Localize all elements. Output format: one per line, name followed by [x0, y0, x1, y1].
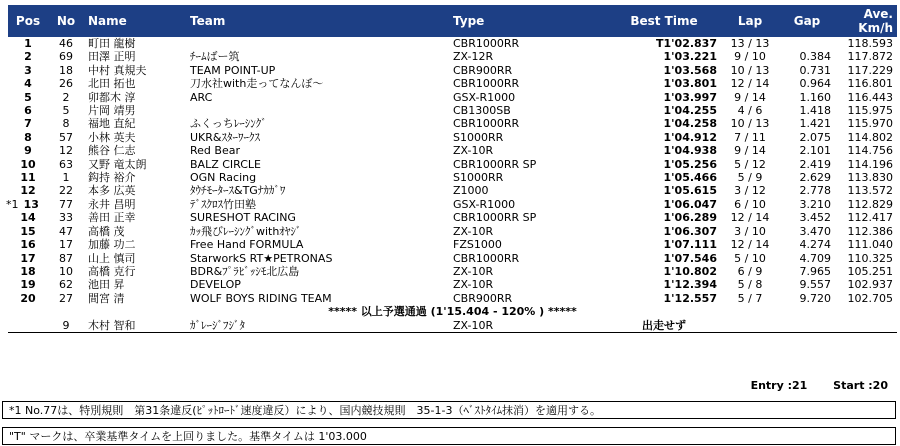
cell-best-time: 1'04.912 — [663, 130, 717, 144]
cell-best-time: 1'03.221 — [663, 50, 717, 64]
cell-lap: 10 / 13 — [730, 63, 770, 77]
cell-no: 27 — [59, 291, 73, 305]
qualification-separator-row — [8, 305, 897, 318]
cell-pos — [8, 225, 48, 238]
table-header — [8, 5, 897, 37]
qualification-separator: ***** 以上予選通過 (1'15.404 - 120% ) ***** — [328, 305, 577, 319]
table-row — [8, 292, 897, 305]
cell-name: 池田 昇 — [88, 278, 125, 292]
position-value: 13 — [23, 197, 39, 211]
cell-name: 又野 竜太朗 — [88, 157, 147, 171]
table-row — [8, 144, 897, 157]
results-table-box — [8, 5, 897, 333]
cell-name: 小林 英夫 — [88, 130, 136, 144]
table-row — [8, 278, 897, 291]
cell-no: 2 — [62, 90, 70, 104]
cell-team: ARC — [190, 90, 213, 104]
position-value: 14 — [20, 211, 36, 225]
cell-gap: 0.731 — [799, 63, 831, 77]
position-value: 8 — [24, 130, 32, 144]
cell-lap: 12 / 14 — [730, 211, 770, 225]
cell-gap: 3.452 — [799, 211, 831, 225]
position-value: 16 — [20, 238, 36, 252]
cell-team: ﾀｳﾁﾓｰﾀｰｽ&TGﾅｶｶﾞﾜ — [190, 184, 286, 198]
penalty-note: *1 No.77は、特別規則 第31条違反(ﾋﾟｯﾄﾛｰﾄﾞ速度違反）により、国内競技規則 35-1-3（ﾍﾞｽﾄﾀｲﾑ抹消）を適用する。 — [2, 401, 896, 419]
cell-team: DEVELOP — [190, 278, 241, 292]
cell-speed: 111.040 — [847, 238, 893, 252]
cell-pos — [8, 91, 48, 104]
position-value: 19 — [20, 278, 36, 292]
cell-team: TEAM POINT-UP — [190, 63, 276, 77]
cell-best-time: 1'10.802 — [663, 264, 717, 278]
cell-best-time: 1'07.546 — [663, 251, 717, 265]
cell-name: 高橋 茂 — [88, 224, 125, 238]
dns-row — [8, 319, 897, 332]
header-best-time: Best Time — [607, 5, 721, 37]
header-pos: Pos — [8, 5, 48, 37]
table-row — [8, 252, 897, 265]
cell-team: ｶｯ飛びﾚｰｼﾝｸﾞwithｵﾔｼﾞ — [190, 224, 302, 238]
cell-gap: 9.557 — [799, 278, 831, 292]
cell-pos — [8, 37, 48, 50]
table-body — [8, 37, 897, 332]
cell-gap: 2.778 — [799, 184, 831, 198]
cell-no: 87 — [59, 251, 73, 265]
results-table — [8, 5, 897, 332]
cell-no: 63 — [59, 157, 73, 171]
cell-gap: 0.964 — [799, 77, 831, 91]
cell-type: ZX-10R — [453, 224, 494, 238]
cell-no: 69 — [59, 50, 73, 64]
cell-best-time: 1'03.568 — [663, 63, 717, 77]
cell-speed: 112.417 — [847, 211, 893, 225]
cell-best-time: T1'02.837 — [656, 37, 717, 50]
cell-pos — [8, 158, 48, 171]
cell-type: CBR1000RR SP — [453, 157, 537, 171]
header-lap: Lap — [721, 5, 779, 37]
cell-no: 77 — [59, 197, 73, 211]
cell-name: 本多 広英 — [88, 184, 136, 198]
position-value: 6 — [24, 104, 32, 118]
position-value: 9 — [24, 144, 32, 158]
cell-lap: 13 / 13 — [730, 37, 770, 50]
cell-gap: 2.075 — [799, 130, 831, 144]
position-value: 5 — [24, 90, 32, 104]
cell-type: GSX-R1000 — [453, 197, 516, 211]
cell-gap — [779, 37, 835, 50]
cell-best-time: 1'05.615 — [663, 184, 717, 198]
cell-no: 17 — [59, 238, 73, 252]
cell-pos — [8, 50, 48, 63]
cell-team: UKR&ｽﾀｰﾜｰｸｽ — [190, 130, 260, 144]
table-row — [8, 64, 897, 77]
cell-type: ZX-10R — [453, 278, 494, 292]
cell-lap: 3 / 10 — [734, 224, 766, 238]
cell-pos — [8, 238, 48, 251]
header-speed: Ave. Km/h — [835, 5, 897, 37]
position-value: 17 — [20, 251, 36, 265]
table-row — [8, 50, 897, 63]
position-value: 20 — [20, 291, 36, 305]
cell-pos — [8, 104, 48, 117]
table-row — [8, 198, 897, 211]
table-row — [8, 117, 897, 130]
cell-type: ZX-10R — [453, 144, 494, 158]
cell-no: 9 — [62, 318, 70, 332]
cell-gap: 2.629 — [799, 171, 831, 185]
cell-gap: 3.470 — [799, 224, 831, 238]
cell-gap: 1.421 — [799, 117, 831, 131]
cell-best-time: 1'12.394 — [663, 278, 717, 292]
cell-speed: 113.830 — [847, 171, 893, 185]
cell-speed: 115.975 — [847, 104, 893, 118]
table-row — [8, 91, 897, 104]
table-row — [8, 238, 897, 251]
cell-gap: 3.210 — [799, 197, 831, 211]
cell-best-time: 出走せず — [642, 318, 686, 332]
cell-gap: 1.418 — [799, 104, 831, 118]
cell-speed: 118.593 — [847, 37, 893, 50]
cell-name: 善田 正幸 — [88, 211, 136, 225]
cell-no: 1 — [62, 171, 70, 185]
table-row — [8, 131, 897, 144]
cell-speed: 115.970 — [847, 117, 893, 131]
table-row — [8, 158, 897, 171]
cell-type: ZX-10R — [453, 264, 494, 278]
position-value: 3 — [24, 63, 32, 77]
cell-no: 33 — [59, 211, 73, 225]
cell-team: ﾃﾞｽｸﾛｽ竹田塾 — [190, 197, 256, 211]
results-table-container — [8, 5, 897, 334]
cell-best-time: 1'06.307 — [663, 224, 717, 238]
cell-speed — [835, 319, 897, 332]
cell-lap: 9 / 14 — [734, 144, 766, 158]
cell-pos — [8, 117, 48, 130]
cell-pos — [8, 252, 48, 265]
cell-type: S1000RR — [453, 130, 504, 144]
cell-lap: 5 / 8 — [737, 278, 763, 292]
cell-lap — [721, 319, 779, 332]
cell-pos — [8, 265, 48, 278]
cell-name: 鈎持 裕介 — [88, 171, 136, 185]
cell-no: 26 — [59, 77, 73, 91]
position-value: 12 — [20, 184, 36, 198]
cell-pos — [8, 211, 48, 224]
cell-type: CBR1000RR — [453, 37, 520, 50]
cell-speed: 114.196 — [847, 157, 893, 171]
cell-name: 田澤 正明 — [88, 50, 136, 64]
cell-name: 町田 龍樹 — [88, 37, 136, 50]
cell-speed: 113.572 — [847, 184, 893, 198]
cell-best-time: 1'03.801 — [663, 77, 717, 91]
cell-name: 片岡 靖男 — [88, 104, 136, 118]
cell-team: ふくっちﾚｰｼﾝｸﾞ — [190, 117, 267, 131]
cell-lap: 9 / 14 — [734, 90, 766, 104]
cell-team: StarworkS RT★PETRONAS — [190, 251, 333, 265]
cell-type: CBR1000RR — [453, 251, 520, 265]
cell-pos — [8, 292, 48, 305]
table-row — [8, 265, 897, 278]
cell-name: 熊谷 仁志 — [88, 144, 136, 158]
cell-team: BDR&ﾌﾟﾗﾋﾞｯｼﾓ北広島 — [190, 264, 300, 278]
cell-team: SURESHOT RACING — [190, 211, 296, 225]
cell-speed: 116.443 — [847, 90, 893, 104]
cell-no: 5 — [62, 104, 70, 118]
cell-type: CBR900RR — [453, 63, 513, 77]
cell-speed: 114.802 — [847, 130, 893, 144]
cell-speed: 105.251 — [847, 264, 893, 278]
cell-no: 62 — [59, 278, 73, 292]
cell-pos — [8, 144, 48, 157]
cell-best-time: 1'05.256 — [663, 157, 717, 171]
cell-lap: 5 / 7 — [737, 291, 763, 305]
cell-name: 中村 真規夫 — [88, 63, 147, 77]
cell-team: ﾁｰﾑばー筑 — [190, 50, 240, 64]
cell-lap: 4 / 6 — [737, 104, 763, 118]
table-row — [8, 104, 897, 117]
cell-speed: 117.872 — [847, 50, 893, 64]
cell-no: 12 — [59, 144, 73, 158]
position-value: 15 — [20, 224, 36, 238]
cell-pos — [8, 131, 48, 144]
cell-team: BALZ CIRCLE — [190, 157, 262, 171]
table-row — [8, 77, 897, 90]
cell-pos — [8, 184, 48, 197]
header-name: Name — [84, 5, 186, 37]
cell-lap: 5 / 10 — [734, 251, 766, 265]
cell-best-time: 1'05.466 — [663, 171, 717, 185]
position-value: 1 — [24, 37, 32, 50]
cell-team: OGN Racing — [190, 171, 257, 185]
cell-best-time: 1'07.111 — [663, 238, 717, 252]
table-row — [8, 37, 897, 50]
cell-name: 木村 智和 — [88, 318, 136, 332]
cell-pos — [8, 278, 48, 291]
table-row — [8, 211, 897, 224]
cell-best-time: 1'04.938 — [663, 144, 717, 158]
cell-gap: 4.709 — [799, 251, 831, 265]
cell-best-time: 1'03.997 — [663, 90, 717, 104]
cell-gap: 9.720 — [799, 291, 831, 305]
cell-lap: 12 / 14 — [730, 238, 770, 252]
entry-count: Entry :21 — [750, 379, 808, 392]
cell-pos — [8, 77, 48, 90]
cell-gap: 0.384 — [799, 50, 831, 64]
position-value: 4 — [24, 77, 32, 91]
cell-best-time: 1'06.289 — [663, 211, 717, 225]
position-value: 18 — [20, 264, 36, 278]
cell-type: CBR900RR — [453, 291, 513, 305]
cell-best-time: 1'12.557 — [663, 291, 717, 305]
start-count: Start :20 — [833, 379, 888, 392]
cell-lap: 6 / 9 — [737, 264, 763, 278]
cell-type: Z1000 — [453, 184, 489, 198]
cell-no: 18 — [59, 63, 73, 77]
cell-no: 22 — [59, 184, 73, 198]
cell-speed: 102.937 — [847, 278, 893, 292]
header-no: No — [48, 5, 84, 37]
position-value: 11 — [20, 171, 36, 185]
cell-lap: 5 / 12 — [734, 157, 766, 171]
cell-gap: 7.965 — [799, 264, 831, 278]
cell-speed: 112.386 — [847, 224, 893, 238]
cell-no: 57 — [59, 130, 73, 144]
entry-summary — [729, 379, 888, 392]
cell-lap: 5 / 9 — [737, 171, 763, 185]
cell-name: 間宮 清 — [88, 291, 125, 305]
cell-gap: 4.274 — [799, 238, 831, 252]
cell-name: 福地 直紀 — [88, 117, 136, 131]
cell-gap: 2.419 — [799, 157, 831, 171]
cell-team — [186, 37, 449, 50]
cell-gap: 2.101 — [799, 144, 831, 158]
position-value: 7 — [24, 117, 32, 131]
cell-name: 山上 慎司 — [88, 251, 136, 265]
cell-pos — [8, 171, 48, 184]
header-gap: Gap — [779, 5, 835, 37]
cell-no: 10 — [59, 264, 73, 278]
cell-best-time: 1'04.255 — [663, 104, 717, 118]
cell-team — [186, 104, 449, 117]
cell-team: ｶﾞﾚｰｼﾞﾌｼﾞﾀ — [190, 318, 245, 332]
cell-name: 永井 昌明 — [88, 197, 136, 211]
cell-speed: 116.801 — [847, 77, 893, 91]
cell-speed: 110.325 — [847, 251, 893, 265]
cell-name: 高橋 克行 — [88, 264, 136, 278]
cell-gap — [779, 319, 835, 332]
cell-pos — [8, 319, 48, 332]
cell-speed: 114.756 — [847, 144, 893, 158]
cell-lap: 6 / 10 — [734, 197, 766, 211]
table-row — [8, 184, 897, 197]
cell-speed: 112.829 — [847, 197, 893, 211]
cell-speed: 102.705 — [847, 291, 893, 305]
cell-type: CBR1000RR — [453, 117, 520, 131]
penalty-mark: *1 — [6, 197, 19, 211]
cell-gap: 1.160 — [799, 90, 831, 104]
cell-lap: 9 / 10 — [734, 50, 766, 64]
cell-speed: 117.229 — [847, 63, 893, 77]
cell-team: Free Hand FORMULA — [190, 238, 304, 252]
cell-team: 刀水社with走ってなんぼ～ — [190, 77, 324, 91]
position-value: 10 — [20, 157, 36, 171]
header-team: Team — [186, 5, 449, 37]
table-row — [8, 171, 897, 184]
cell-best-time: 1'06.047 — [663, 197, 717, 211]
cell-team: WOLF BOYS RIDING TEAM — [190, 291, 332, 305]
cell-lap: 3 / 12 — [734, 184, 766, 198]
cell-name: 北田 拓也 — [88, 77, 136, 91]
cell-type: GSX-R1000 — [453, 90, 516, 104]
cell-pos — [8, 64, 48, 77]
cell-type: FZS1000 — [453, 238, 502, 252]
cell-type: CBR1000RR — [453, 77, 520, 91]
cell-type: CBR1000RR SP — [453, 211, 537, 225]
cell-no: 8 — [62, 117, 70, 131]
cell-best-time: 1'04.258 — [663, 117, 717, 131]
header-type: Type — [449, 5, 607, 37]
cell-lap: 12 / 14 — [730, 77, 770, 91]
cell-type: ZX-10R — [453, 318, 494, 332]
table-row — [8, 225, 897, 238]
cell-name: 加藤 功二 — [88, 238, 136, 252]
cell-team: Red Bear — [190, 144, 240, 158]
cell-lap: 7 / 11 — [734, 130, 766, 144]
graduation-time-note: "T" マークは、卒業基準タイムを上回りました。基準タイムは 1'03.000 — [2, 427, 896, 445]
cell-type: ZX-12R — [453, 50, 494, 64]
cell-no: 47 — [59, 224, 73, 238]
cell-name: 卯都木 淳 — [88, 90, 136, 104]
position-value: 2 — [24, 50, 32, 64]
cell-type: CB1300SB — [453, 104, 511, 118]
cell-lap: 10 / 13 — [730, 117, 770, 131]
cell-pos — [8, 198, 48, 211]
cell-no: 46 — [59, 37, 73, 50]
cell-type: S1000RR — [453, 171, 504, 185]
